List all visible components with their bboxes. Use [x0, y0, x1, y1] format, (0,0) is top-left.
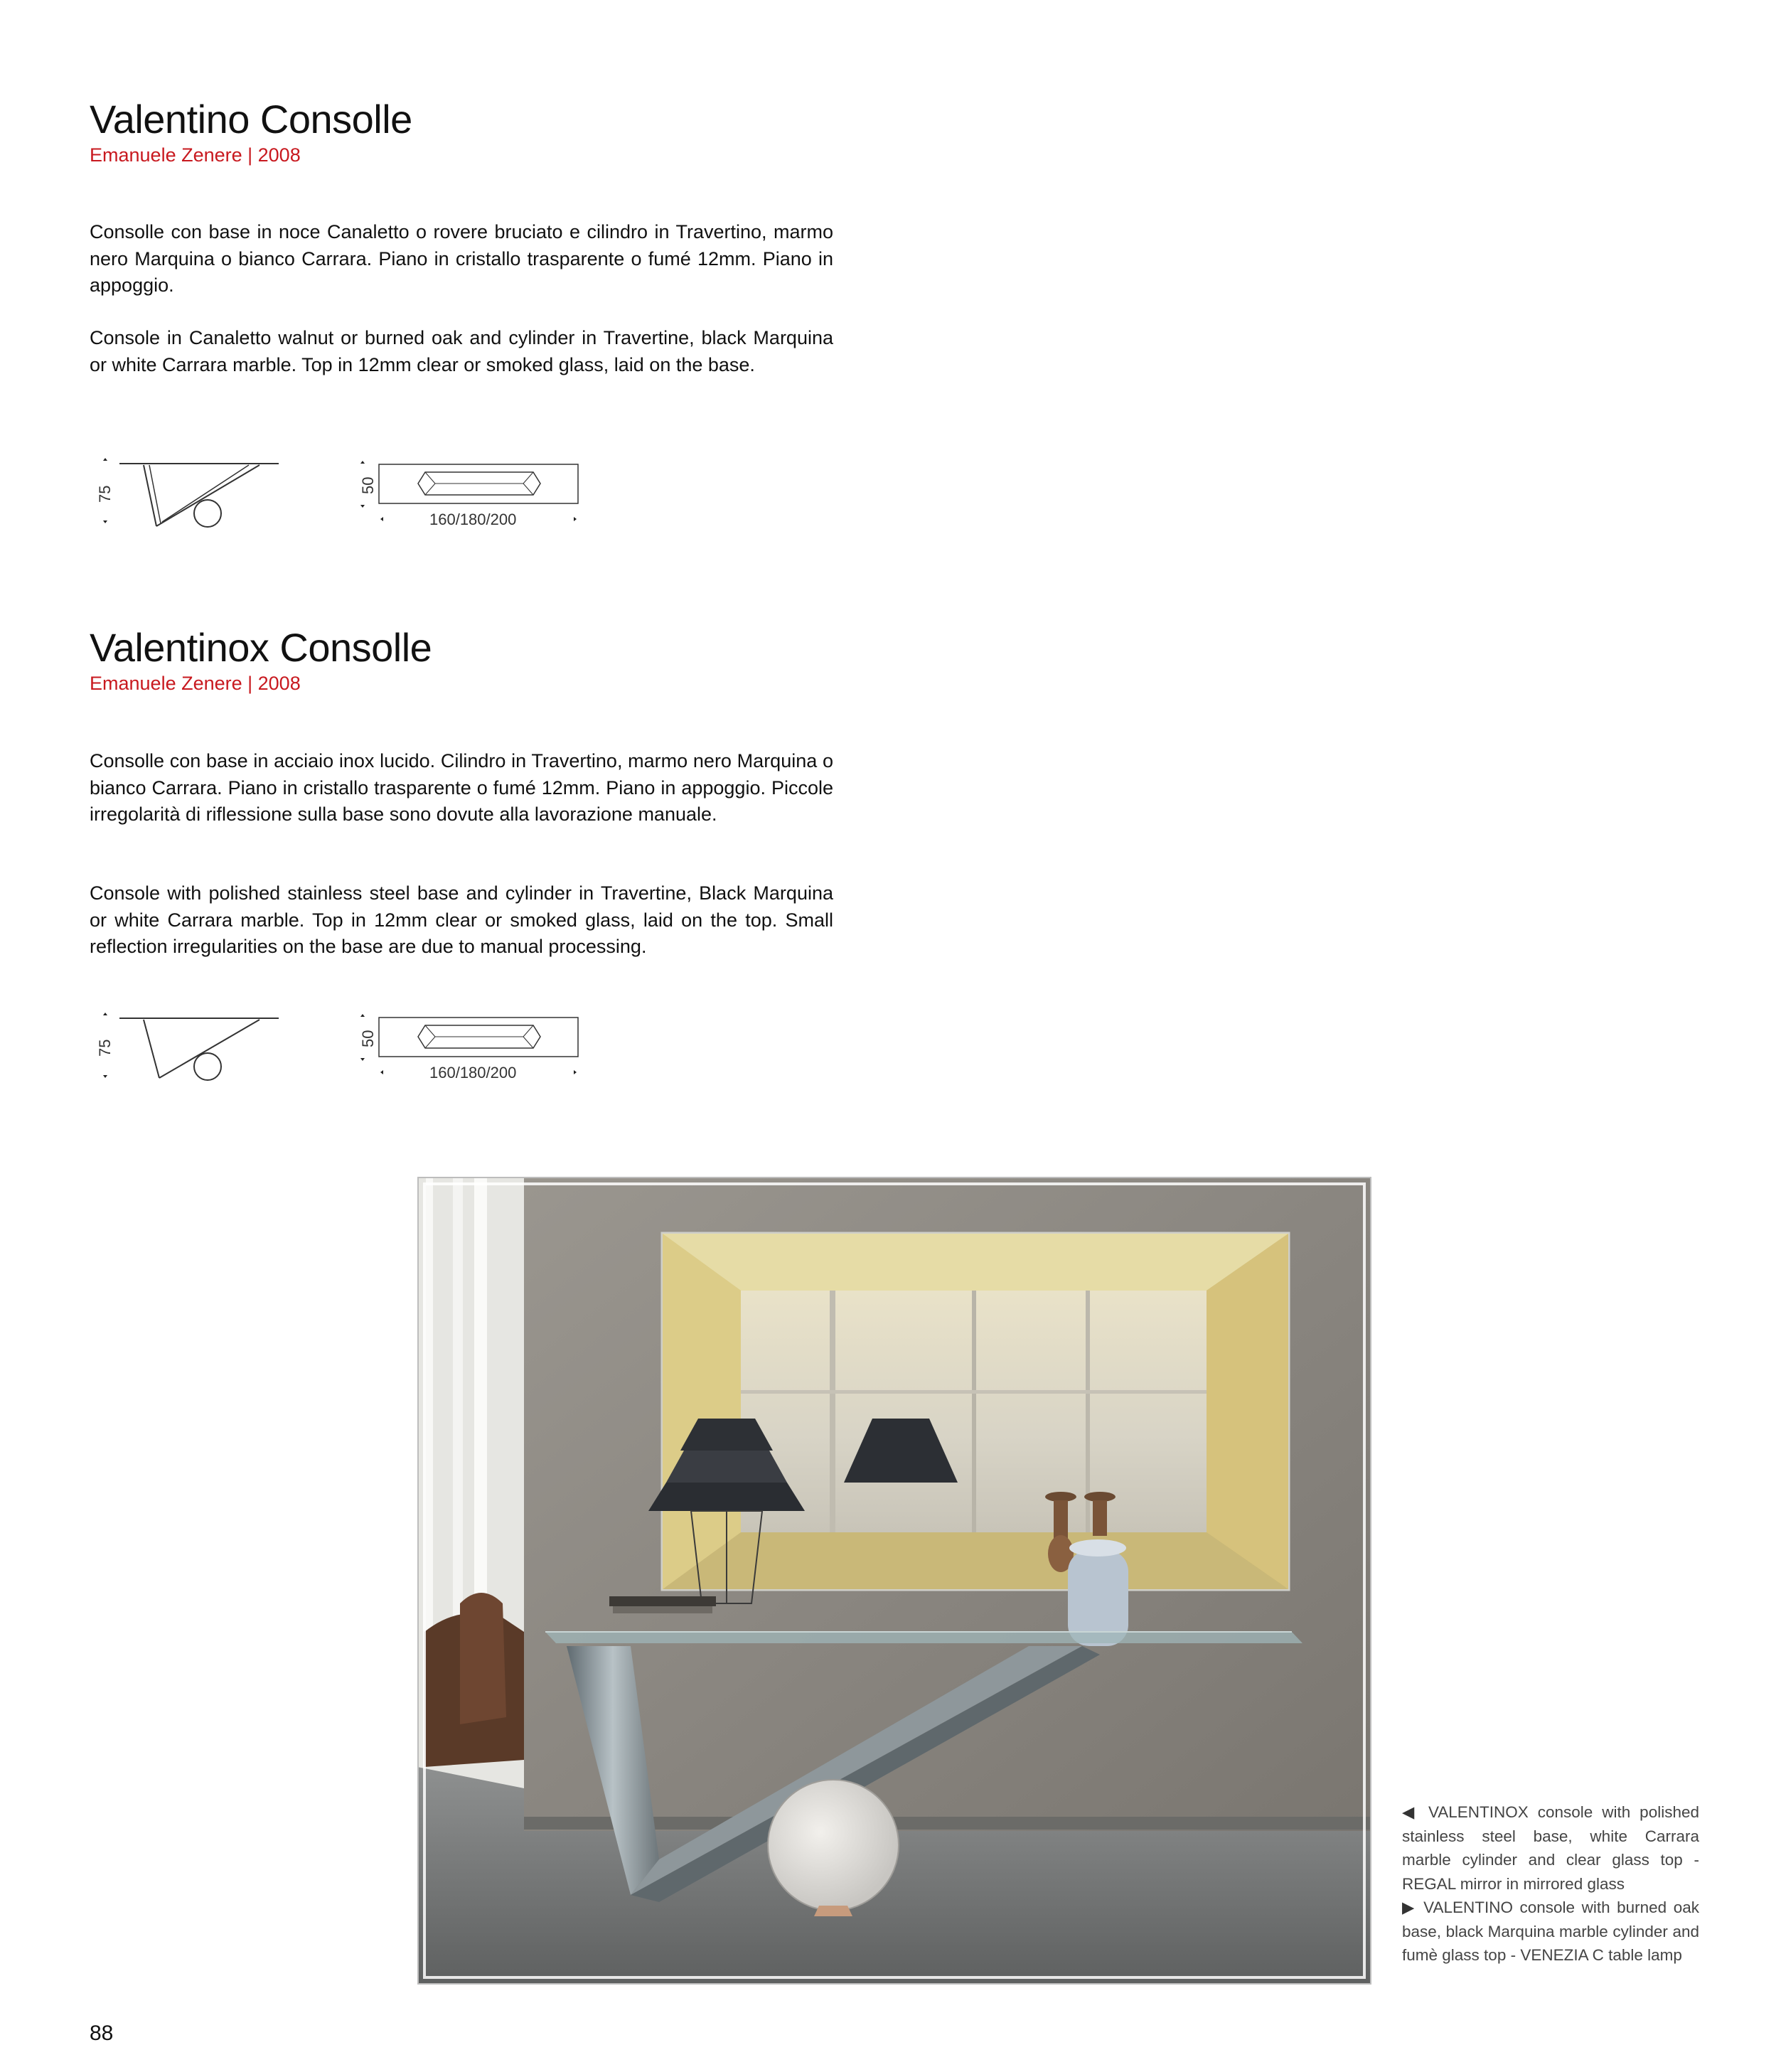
product-2-designer: Emanuele Zenere | 2008 — [90, 673, 301, 694]
product-2-height-label: 75 — [96, 1039, 114, 1057]
product-1-width-label: 160/180/200 — [429, 511, 517, 528]
page-number: 88 — [90, 2022, 114, 2045]
product-2-side-view-diagram — [100, 1010, 284, 1088]
caption-item1-text: VALENTINOX console with polished stainless steel base, white Carrara marble cylinder and clear glass top - REGAL mirror in mirrored glass — [1402, 1803, 1699, 1893]
caption-item2-text: VALENTINO console with burned oak base, black Marquina marble cylinder and fumè glass top - VENEZIA C table lamp — [1402, 1899, 1699, 1964]
product-photo — [417, 1177, 1371, 1985]
product-1-description-it: Consolle con base in noce Canaletto o rovere bruciato e cilindro in Travertino, marmo nero Marquina o bianco Carrara. Piano in cristallo trasparente o fumé 12mm. Piano in appoggio. — [90, 221, 833, 296]
caption-item-valentino — [1402, 1896, 1699, 1967]
product-2-description-it: Consolle con base in acciaio inox lucido. Cilindro in Travertino, marmo nero Marquina o bianco Carrara. Piano in cristallo trasparente o fumé 12mm. Piano in appoggio. Piccole irregolarità di riflessione sulla base sono dovute alla lavorazione manuale. — [90, 750, 833, 825]
product-2-width-label: 160/180/200 — [429, 1064, 517, 1082]
product-2-depth-label: 50 — [359, 1030, 377, 1047]
product-2-title: Valentinox Consolle — [90, 625, 432, 670]
caption-left-arrow-icon: ◀ — [1402, 1803, 1419, 1821]
product-2-description-en: Console with polished stainless steel base and cylinder in Travertine, Black Marquina or white Carrara marble. Top in 12mm clear or smoked glass, laid on the top. Small reflection irregularities on the base are due to manual processing. — [90, 882, 833, 957]
product-1-description-en: Console in Canaletto walnut or burned oak and cylinder in Travertine, black Marquina or white Carrara marble. Top in 12mm clear or smoked glass, laid on the base. — [90, 327, 833, 375]
product-1-height-label: 75 — [96, 485, 114, 503]
product-1-title: Valentino Consolle — [90, 97, 412, 141]
product-1-designer: Emanuele Zenere | 2008 — [90, 144, 301, 166]
product-1-side-view-diagram — [100, 455, 284, 533]
caption-item-valentinox — [1402, 1800, 1699, 1896]
photo-caption — [1402, 1800, 1699, 1967]
caption-right-arrow-icon: ▶ — [1402, 1899, 1417, 1916]
product-1-depth-label: 50 — [359, 476, 377, 494]
